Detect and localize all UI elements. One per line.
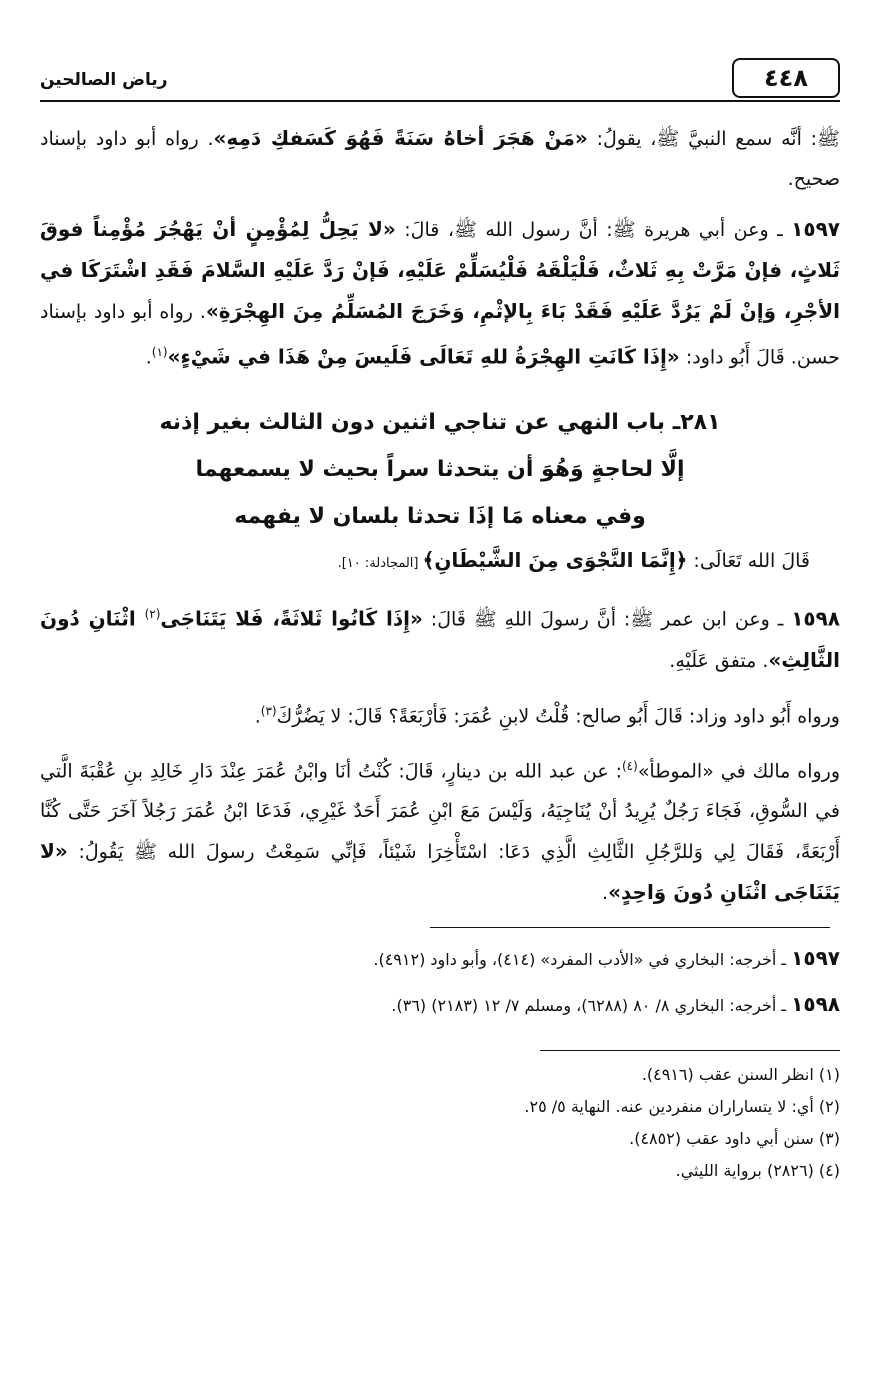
footnote-ref-4[interactable]: (٤) xyxy=(621,758,638,773)
hadith-1597-intro: ـ وعن أبي هريرة ﷺ: أنَّ رسول الله ﷺ، قالَ: xyxy=(395,219,792,241)
chapter-heading xyxy=(40,399,840,540)
footnote-ref-3[interactable]: (٣) xyxy=(260,703,277,718)
continuation-intro: ﷺ: أنَّه سمع النبيَّ ﷺ، يقولُ: xyxy=(587,128,840,150)
hadith-1597 xyxy=(40,209,840,377)
hadith-1597-number: ١٥٩٧ xyxy=(791,217,840,241)
hadith-1598-number: ١٥٩٨ xyxy=(791,606,841,631)
malik-end: . xyxy=(602,882,609,905)
hadith-1597-middle: . رواه أبو داود بإسناد حسن. قَالَ أَبُو داود: xyxy=(40,301,840,369)
continuation-after: . رواه أبو داود بإسناد صحيح. xyxy=(40,128,840,190)
quran-intro: قَالَ الله تَعَالَى: xyxy=(687,550,810,573)
abu-dawud-paragraph xyxy=(40,691,840,736)
footnotes-list xyxy=(40,1059,840,1187)
quran-verse-line xyxy=(40,540,840,584)
quran-reference: [المجادلة: ١٠]. xyxy=(337,556,423,572)
takhrij-text: ـ أخرجه: البخاري في «الأدب المفرد» (٤١٤)، وأبو داود (٤٩١٢). xyxy=(373,950,792,970)
takhrij-1597 xyxy=(40,938,840,980)
footnotes-divider xyxy=(540,1050,840,1051)
footnote-ref-1[interactable]: (١) xyxy=(151,345,168,359)
hadith-1598-quote-end: اثْنَانِ دُونَ الثَّالِثِ» xyxy=(40,606,840,672)
hadith-1597-quote: «لا يَحِلُّ لِمُؤْمِنٍ أنْ يَهْجُرَ مُؤْمِناً فوقَ ثَلاثٍ، فإنْ مَرَّتْ بِهِ ثَلاثٌ، فَلْيَلْقَهُ فَلْيُسَلِّمْ عَلَيْهِ، فَإنْ رَدَّ عَلَيْهِ السَّلامَ فَقَدِ اشْتَرَكَا في الأجْرِ، وَإنْ لَمْ يَرُدَّ عَلَيْهِ فَقَدْ بَاءَ بِالإثْمِ، وَخَرَجَ المُسَلِّمُ مِنَ الهِجْرَةِ» xyxy=(40,217,840,323)
malik-quote: «لا يَتَنَاجَى اثْنَانِ دُونَ وَاحِدٍ» xyxy=(40,839,840,905)
abu-dawud-text: ورواه أَبُو داود وزاد: قَالَ أَبُو صالح: قُلْتُ لابنِ عُمَرَ: فَأرْبَعَةً؟ قَالَ: لا يَضُرُّكَ xyxy=(276,704,840,727)
footnote-ref-2[interactable]: (٢) xyxy=(144,607,161,622)
footnote-3: (٣) سنن أبي داود عقب (٤٨٥٢). xyxy=(629,1129,840,1149)
chapter-line-3: وفي معناه مَا إذَا تحدثا بلسان لا يفهمه xyxy=(234,504,646,530)
hadith-1598-intro: ـ وعن ابن عمر ﷺ: أنَّ رسولَ اللهِ ﷺ قَالَ: xyxy=(422,608,792,631)
chapter-line-2: إلَّا لحاجةٍ وَهُوَ أن يتحدثا سراً بحيث لا يسمعهما xyxy=(195,457,685,483)
page-header xyxy=(40,58,840,102)
takhrij-1598 xyxy=(40,984,840,1026)
hadith-1597-end: . xyxy=(145,346,152,369)
continuation-quote: «مَنْ هَجَرَ أخاهُ سَنَةً فَهُوَ كَسَفكِ دَمِهِ» xyxy=(213,126,588,150)
hadith-1598-quote: «إِذَا كَانُوا ثَلاثَةً، فَلا يَتَنَاجَى xyxy=(160,606,423,631)
malik-intro: ورواه مالك في «الموطأ» xyxy=(637,760,840,783)
book-title: رياض الصالحين xyxy=(40,70,168,90)
takhrij-number: ١٥٩٧ xyxy=(791,946,840,971)
chapter-line-1: ٢٨١ـ باب النهي عن تناجي اثنين دون الثالث بغير إذنه xyxy=(159,410,721,436)
malik-text: : عن عبد الله بن دينارٍ، قَالَ: كُنْتُ أنَا وابْنُ عُمَرَ عِنْدَ دَارِ خَالِدِ بنِ عُقْبَةَ الَّتي في السُّوقِ، فَجَاءَ رَجُلٌ يُرِيدُ أنْ يُنَاجِيَهُ، وَلَيْسَ مَعَ ابْنِ عُمَرَ أَحَدٌ غَيْرِي، فَدَعَا ابْنُ عُمَرَ رَجُلاً آخَرَ حَتَّى كُنَّا أَرْبَعَةً، فَقَالَ لِي وَللرَّجُلِ الثَّالِثِ الَّذِي دَعَا: اسْتَأْخِرَا شَيْئاً، فَإنِّي سَمِعْتُ رسولَ الله ﷺ يَقُولُ: xyxy=(40,760,840,864)
footnote-1: (١) انظر السنن عقب (٤٩١٦). xyxy=(641,1065,840,1085)
malik-paragraph xyxy=(40,746,840,913)
page-number: ٤٤٨ xyxy=(732,58,840,98)
hadith-1597-quote2: «إِذَا كَانَتِ الهِجْرَةُ للهِ تَعَالَى فَلَيسَ مِنْ هَذَا في شَيْءٍ» xyxy=(167,344,680,369)
footnote-2: (٢) أي: لا يتساراران منفردين عنه. النهاية ٥/ ٢٥. xyxy=(524,1097,840,1117)
hadith-1598 xyxy=(40,594,840,680)
abu-dawud-end: . xyxy=(254,704,261,727)
takhrij-text: ـ أخرجه: البخاري ٨/ ٨٠ (٦٢٨٨)، ومسلم ٧/ ١٢ (٢١٨٣) (٣٦). xyxy=(391,996,792,1016)
book-page xyxy=(40,58,840,1368)
quran-verse: ﴿إِنَّمَا النَّجْوَى مِنَ الشَّيْطَانِ﴾ xyxy=(422,548,688,573)
takhrij-number: ١٥٩٨ xyxy=(791,992,840,1017)
hadith-1598-end: . متفق عَلَيْهِ. xyxy=(669,649,769,672)
footnote-4: (٤) (٢٨٢٦) برواية الليثي. xyxy=(675,1161,840,1181)
continuation-paragraph xyxy=(40,118,840,199)
takhrij-divider xyxy=(430,927,830,928)
